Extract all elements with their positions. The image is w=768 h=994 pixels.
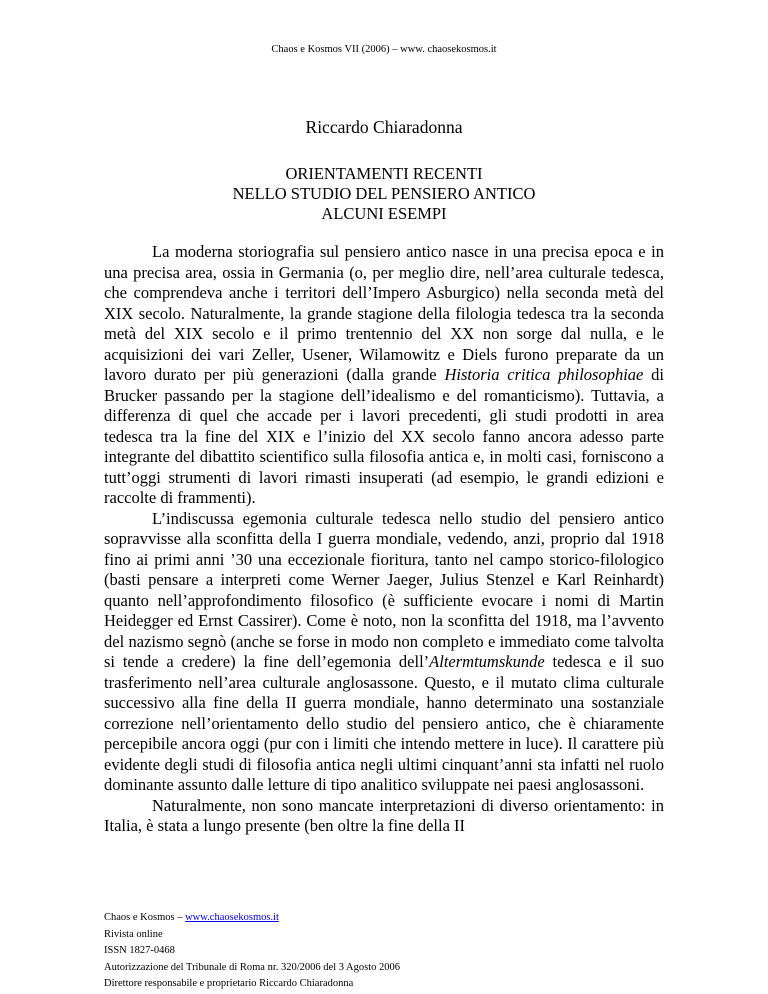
footer-journal-line (104, 910, 664, 927)
page-footer (104, 910, 664, 993)
italic-term-altermtumskunde: Altermtumskunde (429, 652, 545, 671)
title-line-3: ALCUNI ESEMPI (321, 204, 447, 223)
footer-director: Direttore responsabile e proprietario Riccardo Chiaradonna (104, 978, 354, 989)
footer-rivista: Rivista online (104, 928, 163, 940)
paragraph-2-text-b: tedesca e il suo trasferimento nell’area culturale anglosassone. Questo, e il mutato clima culturale successivo alla fine della II guerra mondiale, hanno determinato una sostanziale correzione nell’orientamento dello studio del pensiero antico, che è chiaramente percepibile ancora oggi (pur con i limiti che intendo mettere in luce). Il carattere più evidente degli studi di filosofia antica negli ultimi cinquant’anni sta infatti nel ruolo dominante assunto dalle letture di tipo analitico sviluppate nei paesi anglosassoni. (104, 652, 664, 794)
journal-website-link[interactable]: www.chaosekosmos.it (185, 912, 279, 923)
running-header: Chaos e Kosmos VII (2006) – www. chaosekosmos.it (271, 44, 497, 55)
paragraph-1-text-b: di Brucker passando per la stagione dell’idealismo e del romanticismo). Tuttavia, a differenza di quel che accade per i lavori precedenti, gli studi prodotti in area tedesca tra la fine del XIX e l’inizio del XX secolo fanno ancora adesso parte integrante del dibattito scientifico sulla filosofia antica e, in molti casi, forniscono a tutt’oggi strumenti di lavori rimasti insuperati (ad esempio, le grandi edizioni e raccolte di frammenti). (104, 365, 664, 507)
paragraph-1 (104, 242, 664, 509)
title-line-2: NELLO STUDIO DEL PENSIERO ANTICO (232, 184, 536, 203)
paragraph-2-text-a: L’indiscussa egemonia culturale tedesca nello studio del pensiero antico sopravvisse alla sconfitta della I guerra mondiale, vedendo, anzi, proprio dal 1918 fino ai primi anni ’30 una eccezionale fioritura, tanto nel campo storico-filologico (basti pensare a interpreti come Werner Jaeger, Julius Stenzel e Karl Reinhardt) quanto nell’approfondimento filosofico (è sufficiente evocare i nomi di Martin Heidegger ed Ernst Cassirer). Come è noto, non la sconfitta del 1918, ma l’avvento del nazismo segnò (anche se forse in modo non completo e immediato come talvolta si tende a credere) la fine dell’egemonia dell’ (104, 508, 664, 671)
article-title (0, 164, 768, 224)
author-name: Riccardo Chiaradonna (305, 117, 463, 137)
paragraph-3: Naturalmente, non sono mancate interpretazioni di diverso orientamento: in Italia, è stata a lungo presente (ben oltre la fine della II (104, 795, 664, 835)
footer-journal-name: Chaos e Kosmos – (104, 912, 186, 923)
footer-issn: ISSN 1827-0468 (104, 945, 175, 956)
italic-title-historia: Historia critica philosophiae (444, 365, 644, 384)
paragraph-2 (104, 509, 664, 796)
paragraph-1-text-a: La moderna storiografia sul pensiero antico nasce in una precisa epoca e in una precisa area, ossia in Germania (o, per meglio dire, nell’area culturale tedesca, che comprendeva anche i territori dell’Impero Asburgico) nella seconda metà del XIX secolo. Naturalmente, la grande stagione della filologia tedesca tra la seconda metà del XIX secolo e il primo trentennio del XX non sorge dal nulla, e le acquisizioni dei vari Zeller, Usener, Wilamowitz e Diels furono preparate da un lavoro durato per più generazioni (dalla grande (104, 242, 664, 384)
title-line-1: ORIENTAMENTI RECENTI (285, 164, 483, 183)
footer-authorization: Autorizzazione del Tribunale di Roma nr. 320/2006 del 3 Agosto 2006 (104, 961, 401, 973)
article-body (104, 242, 664, 837)
